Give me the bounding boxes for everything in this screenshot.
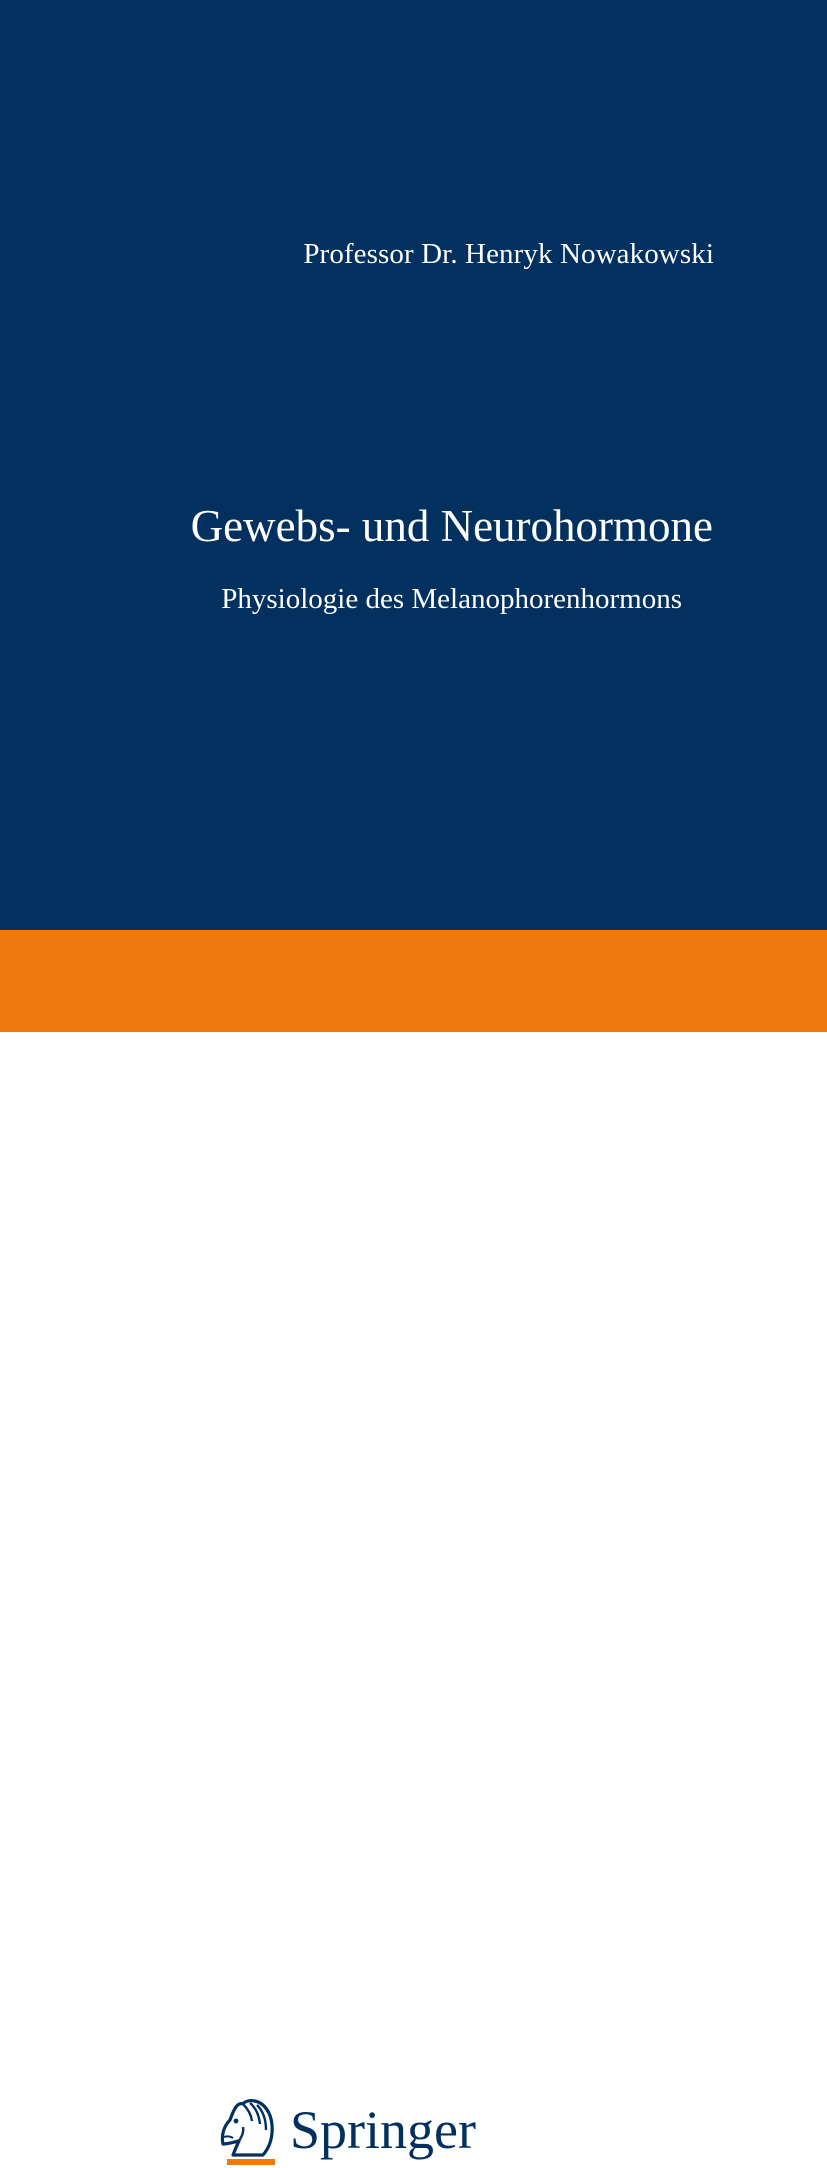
cover-footer-panel: [0, 1032, 827, 2160]
cover-blue-panel: [0, 0, 827, 930]
publisher-logo: [214, 2096, 476, 2168]
cover-orange-band: [0, 930, 827, 1032]
book-subtitle: Physiologie des Melanophorenhormons: [221, 583, 682, 615]
springer-horse-icon: [214, 2096, 276, 2168]
author-name: Professor Dr. Henryk Nowakowski: [303, 238, 714, 270]
publisher-name: Springer: [290, 2100, 476, 2160]
book-title: Gewebs- und Neurohormone: [190, 501, 713, 551]
